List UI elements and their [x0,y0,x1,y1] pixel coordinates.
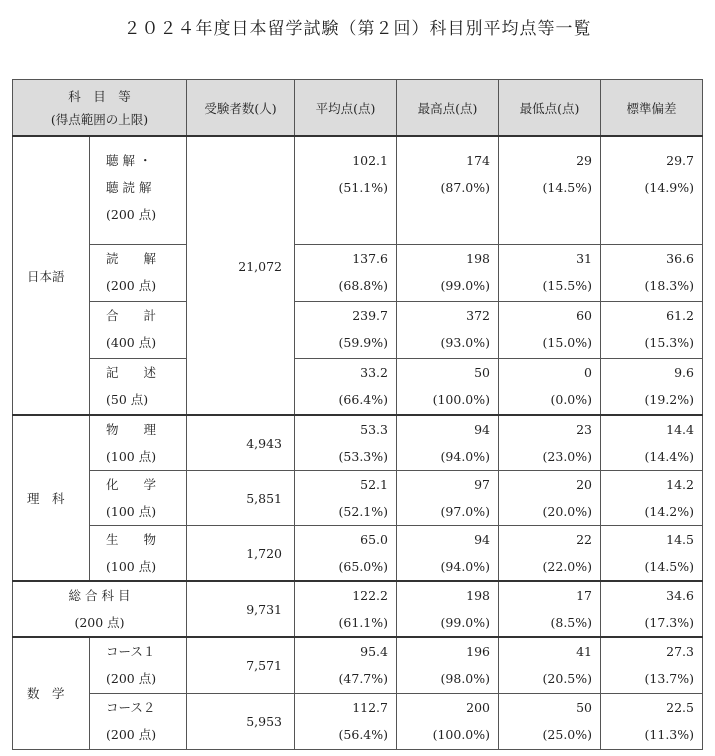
sd-value: 14.4 [666,422,694,437]
sd-value: 9.6 [674,364,694,380]
min-cell [499,693,601,749]
subject-name: 聴 読 解 [106,180,152,195]
max-percent: (99.0%) [440,277,490,293]
sd-percent: (19.2%) [644,391,694,407]
header-examinees: 受験者数(人) [187,80,295,137]
min-percent: (20.0%) [542,504,592,519]
subject-name: 合 計 [106,307,157,323]
sd-cell [601,301,703,358]
mean-percent: (51.1%) [338,180,388,195]
subject-range: (200 点) [106,277,157,293]
max-percent: (99.0%) [440,615,490,630]
min-percent: (0.0%) [550,391,592,407]
table-row [13,136,703,244]
min-percent: (14.5%) [542,180,592,195]
mean-cell [295,637,397,693]
table-row [13,637,703,693]
subject-cell [90,415,187,471]
header-max: 最高点(点) [397,80,499,137]
max-cell [397,637,499,693]
min-cell [499,415,601,471]
mean-value: 137.6 [352,250,388,266]
sd-value: 36.6 [666,250,694,266]
subject-range: (400 点) [106,334,157,350]
subject-name: 読 解 [106,250,157,266]
min-value: 31 [576,250,592,266]
min-value: 20 [576,477,592,492]
table-row [13,301,703,358]
min-cell [499,471,601,526]
sd-percent: (18.3%) [644,277,694,293]
header-subject-line1: 科 目 等 [68,88,131,104]
subject-name: コース２ [106,699,156,715]
max-value: 198 [466,250,490,266]
min-percent: (15.0%) [542,334,592,350]
sd-percent: (15.3%) [644,334,694,350]
max-value: 198 [466,588,490,603]
sd-cell [601,526,703,582]
category-science: 理 科 [13,415,90,581]
mean-value: 65.0 [360,532,388,547]
subject-name: 聴 解 ・ [106,153,152,168]
subject-range: (200 点) [106,726,157,742]
min-cell [499,244,601,301]
examinees-cell: 5,851 [187,471,295,526]
mean-percent: (61.1%) [338,615,388,630]
max-value: 372 [466,307,490,323]
min-cell [499,301,601,358]
max-cell [397,415,499,471]
subject-name: 化 学 [106,477,157,492]
max-value: 200 [466,699,490,715]
sd-cell [601,471,703,526]
min-value: 29 [576,153,592,168]
subject-cell [90,358,187,415]
sd-percent: (14.2%) [644,504,694,519]
score-table [12,79,703,750]
sd-value: 34.6 [666,588,694,603]
mean-cell [295,526,397,582]
header-row [13,80,703,137]
subject-cell [90,471,187,526]
max-cell [397,358,499,415]
mean-percent: (59.9%) [338,334,388,350]
subject-name: 生 物 [106,532,157,547]
min-percent: (23.0%) [542,449,592,464]
subject-range: (200 点) [106,671,157,686]
subject-cell [13,581,187,637]
subject-cell [90,301,187,358]
sd-cell [601,136,703,244]
mean-cell [295,471,397,526]
max-percent: (97.0%) [440,504,490,519]
mean-percent: (65.0%) [338,559,388,574]
min-value: 50 [576,699,592,715]
sd-percent: (14.4%) [644,449,694,464]
sd-percent: (14.5%) [644,559,694,574]
table-row [13,244,703,301]
subject-cell [90,136,187,244]
subject-range: (100 点) [106,504,157,519]
examinees-cell: 1,720 [187,526,295,582]
min-value: 23 [576,422,592,437]
examinees-cell: 21,072 [187,136,295,415]
subject-cell [90,637,187,693]
sd-percent: (17.3%) [644,615,694,630]
max-cell [397,693,499,749]
sd-percent: (14.9%) [644,180,694,195]
sd-cell [601,693,703,749]
sd-value: 61.2 [666,307,694,323]
sd-value: 22.5 [666,699,694,715]
max-percent: (98.0%) [440,671,490,686]
subject-range: (50 点) [106,391,149,407]
mean-cell [295,136,397,244]
min-cell [499,526,601,582]
mean-cell [295,358,397,415]
subject-range: (200 点) [106,207,157,222]
max-percent: (100.0%) [432,391,490,407]
sd-cell [601,637,703,693]
max-cell [397,301,499,358]
subject-name: 総 合 科 目 [68,588,131,603]
max-value: 174 [466,153,490,168]
mean-percent: (66.4%) [338,391,388,407]
max-value: 50 [474,364,490,380]
subject-cell [90,244,187,301]
mean-value: 239.7 [352,307,388,323]
table-row [13,471,703,526]
mean-value: 112.7 [352,699,388,715]
max-cell [397,471,499,526]
examinees-cell: 9,731 [187,581,295,637]
max-cell [397,136,499,244]
subject-range: (100 点) [106,449,157,464]
sd-cell [601,415,703,471]
page-title: ２０２４年度日本留学試験（第２回）科目別平均点等一覧 [123,19,592,39]
header-mean: 平均点(点) [295,80,397,137]
min-percent: (22.0%) [542,559,592,574]
table-row [13,526,703,582]
table-row [13,358,703,415]
mean-value: 53.3 [360,422,388,437]
max-value: 94 [474,532,490,547]
subject-cell [90,526,187,582]
sd-cell [601,244,703,301]
header-subject [13,80,187,137]
mean-percent: (47.7%) [338,671,388,686]
subject-cell [90,693,187,749]
min-percent: (8.5%) [550,615,592,630]
min-cell [499,136,601,244]
subject-name: 記 述 [106,364,157,380]
max-cell [397,581,499,637]
table-row [13,415,703,471]
min-value: 0 [584,364,592,380]
mean-cell [295,581,397,637]
mean-cell [295,301,397,358]
sd-cell [601,358,703,415]
subject-name: コース１ [106,644,156,659]
min-value: 41 [576,644,592,659]
max-value: 94 [474,422,490,437]
mean-percent: (56.4%) [338,726,388,742]
mean-percent: (68.8%) [338,277,388,293]
mean-value: 102.1 [352,153,388,168]
mean-cell [295,244,397,301]
min-percent: (20.5%) [542,671,592,686]
table-row [13,693,703,749]
header-min: 最低点(点) [499,80,601,137]
min-value: 17 [576,588,592,603]
min-percent: (15.5%) [542,277,592,293]
mean-percent: (52.1%) [338,504,388,519]
category-japanese: 日本語 [13,136,90,415]
sd-cell [601,581,703,637]
header-subject-line2: (得点範囲の上限) [50,111,149,127]
subject-range: (100 点) [106,559,157,574]
sd-value: 27.3 [666,644,694,659]
mean-value: 122.2 [352,588,388,603]
max-cell [397,244,499,301]
max-percent: (93.0%) [440,334,490,350]
max-cell [397,526,499,582]
mean-value: 52.1 [360,477,388,492]
min-percent: (25.0%) [542,726,592,742]
min-value: 22 [576,532,592,547]
examinees-cell: 7,571 [187,637,295,693]
max-value: 196 [466,644,490,659]
sd-value: 14.5 [666,532,694,547]
max-percent: (87.0%) [440,180,490,195]
sd-percent: (11.3%) [644,726,694,742]
mean-cell [295,415,397,471]
header-sd: 標準偏差 [601,80,703,137]
mean-value: 95.4 [360,644,388,659]
min-cell [499,358,601,415]
mean-cell [295,693,397,749]
min-value: 60 [576,307,592,323]
max-percent: (94.0%) [440,559,490,574]
category-math: 数 学 [13,637,90,749]
table-row [13,581,703,637]
max-value: 97 [474,477,490,492]
min-cell [499,637,601,693]
examinees-cell: 4,943 [187,415,295,471]
sd-value: 29.7 [666,153,694,168]
max-percent: (94.0%) [440,449,490,464]
min-cell [499,581,601,637]
sd-percent: (13.7%) [644,671,694,686]
max-percent: (100.0%) [432,726,490,742]
examinees-cell: 5,953 [187,693,295,749]
subject-range: (200 点) [74,615,125,630]
mean-percent: (53.3%) [338,449,388,464]
mean-value: 33.2 [360,364,388,380]
subject-name: 物 理 [106,422,157,437]
sd-value: 14.2 [666,477,694,492]
